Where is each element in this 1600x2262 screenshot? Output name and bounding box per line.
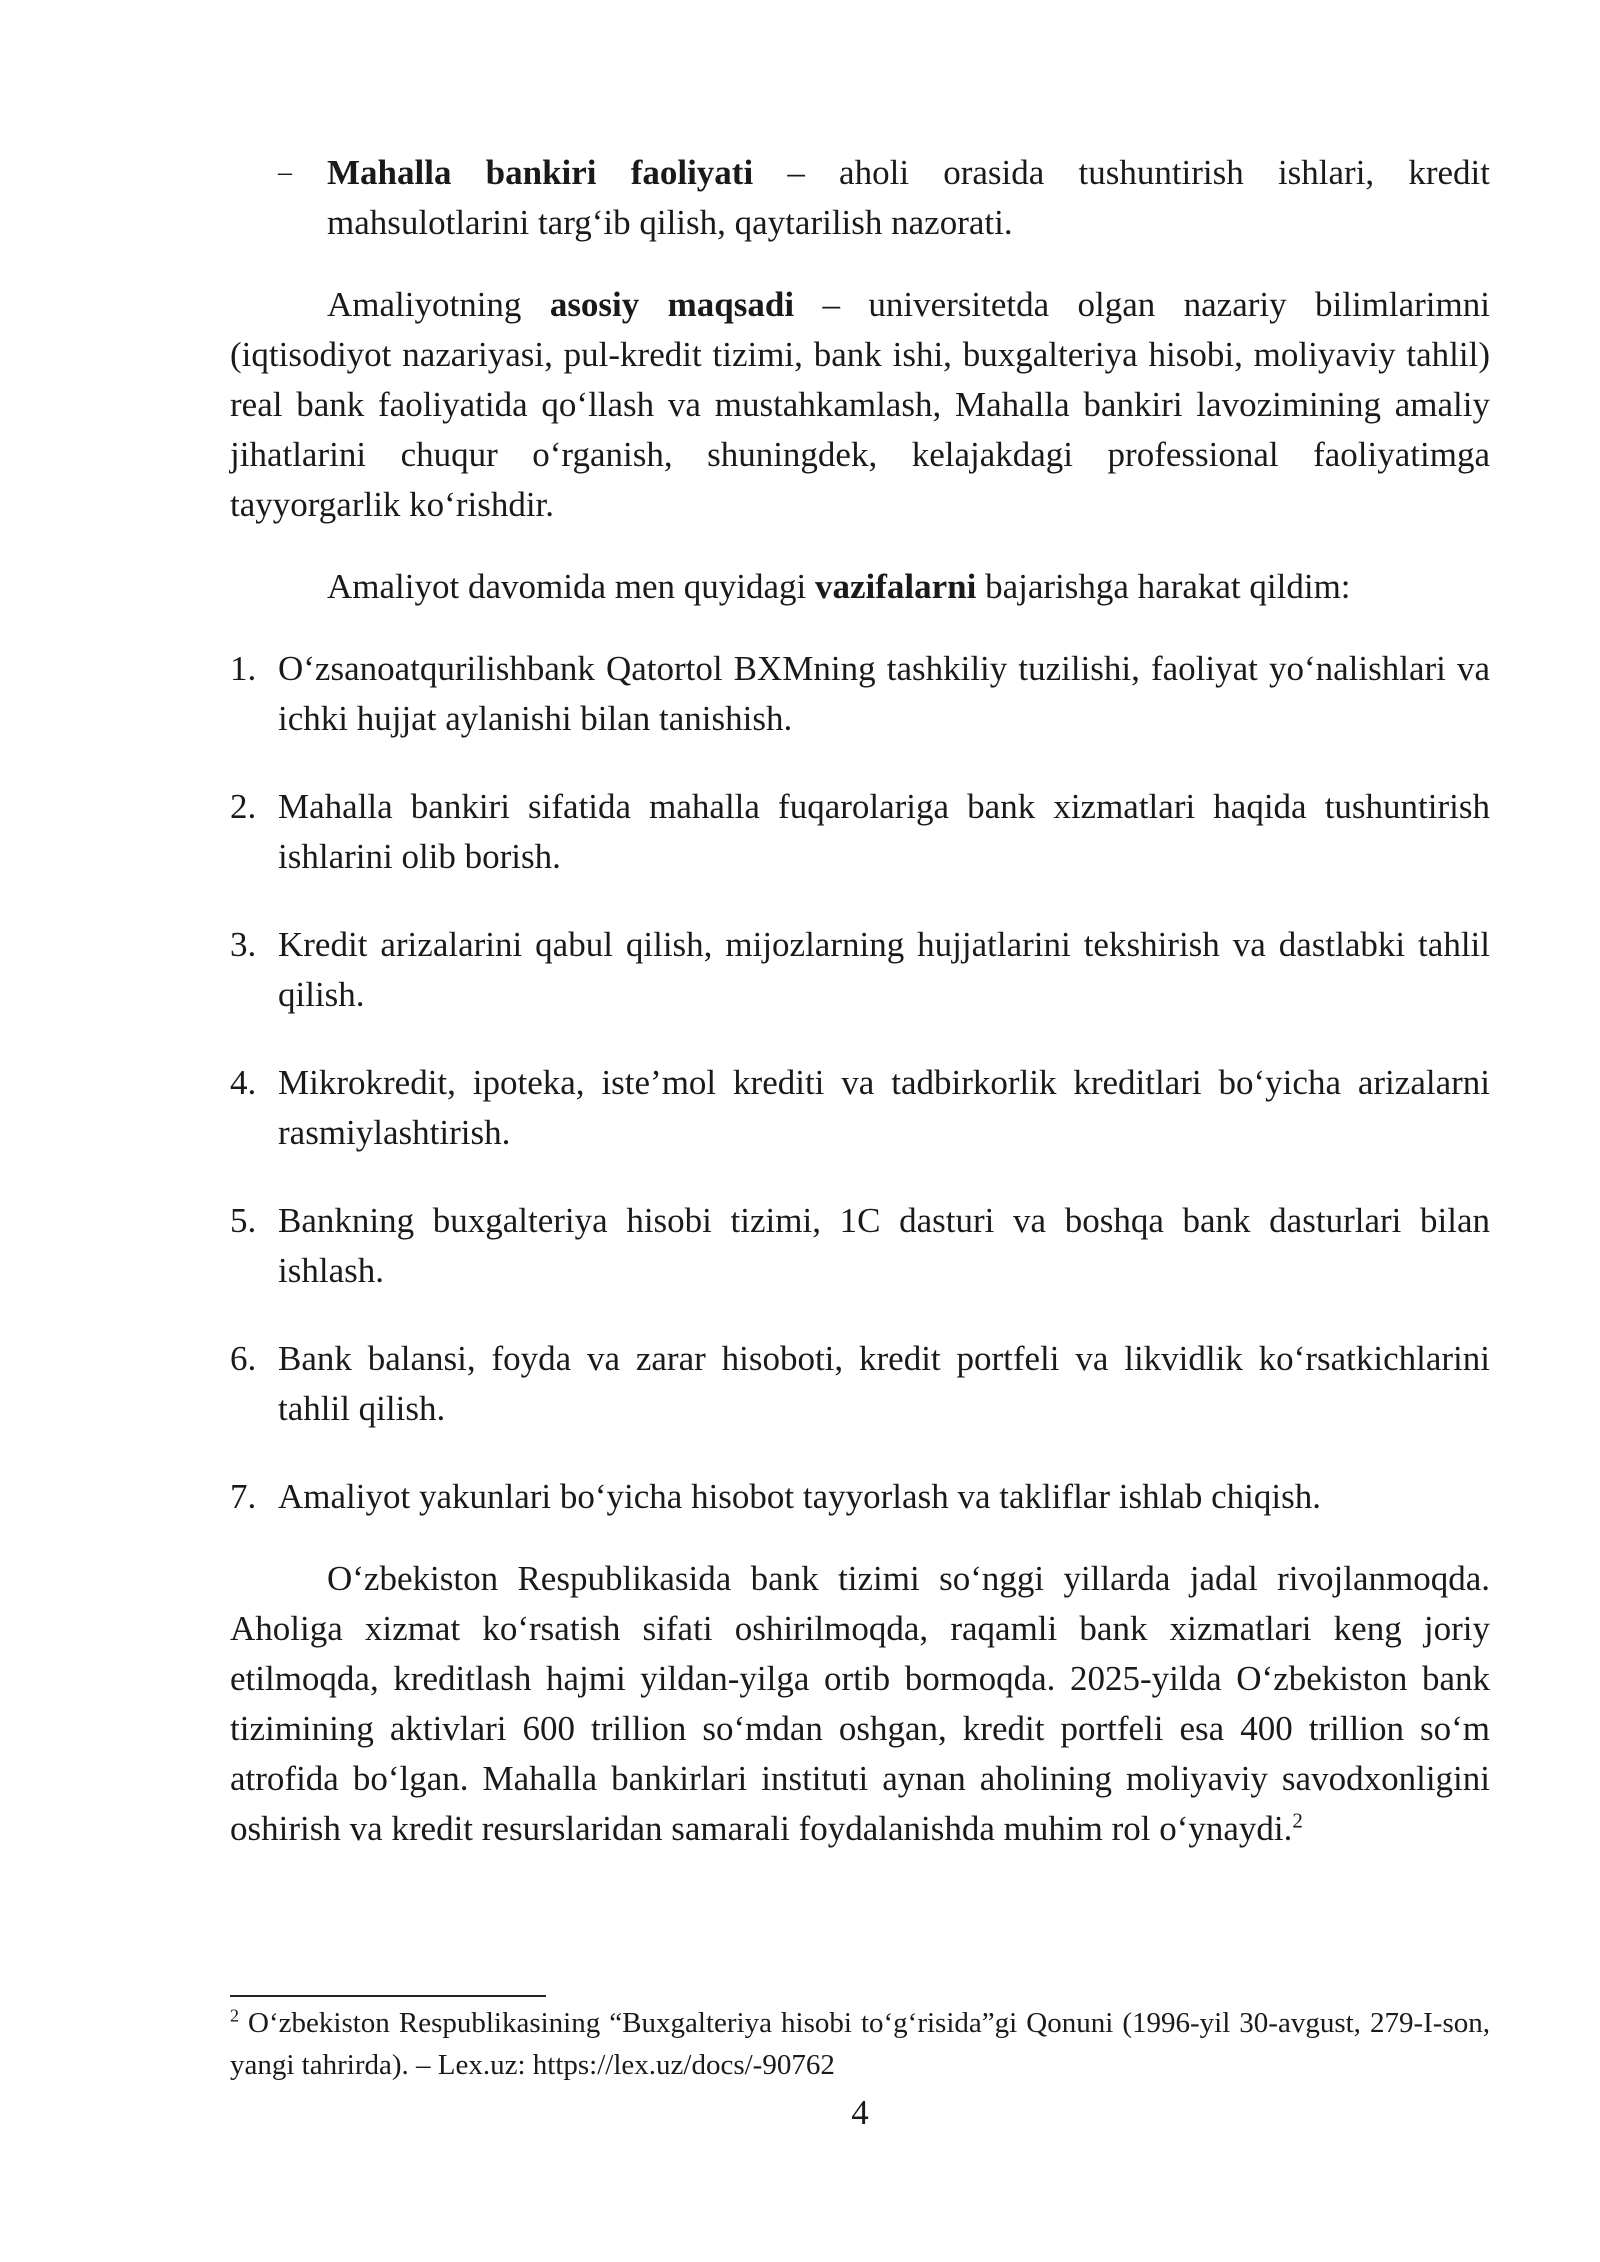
list-item bbox=[230, 782, 1490, 882]
dash-bullet: – bbox=[278, 157, 292, 188]
footnote-reference[interactable]: 2 bbox=[1292, 1808, 1303, 1833]
list-item-number: 5. bbox=[230, 1201, 257, 1240]
list-item-text: Amaliyot yakunlari bo‘yicha hisobot tayyorlash va takliflar ishlab chiqish. bbox=[278, 1477, 1321, 1516]
list-item-number: 3. bbox=[230, 925, 257, 964]
list-item-text: O‘zsanoatqurilishbank Qatortol BXMning tashkiliy tuzilishi, faoliyat yo‘nalishlari va ichki hujjat aylanishi bilan tanishish. bbox=[278, 649, 1490, 738]
tasks-intro bbox=[230, 562, 1490, 612]
list-item-number: 2. bbox=[230, 787, 257, 826]
list-item-number: 6. bbox=[230, 1339, 257, 1378]
tasks-intro-bold: vazifalarni bbox=[814, 567, 977, 606]
footnote-text: O‘zbekiston Respublikasining “Buxgalteriya hisobi to‘g‘risida”gi Qonuni (1996-yil 30-avgust, 279-I-son, yangi tahrirda). – Lex.uz: https://lex.uz/docs/-90762 bbox=[230, 2007, 1490, 2081]
closing-paragraph bbox=[230, 1554, 1490, 1854]
list-item-number: 7. bbox=[230, 1477, 257, 1516]
intro-list-item bbox=[230, 148, 1490, 248]
page-number: 4 bbox=[851, 2093, 869, 2132]
list-item-number: 1. bbox=[230, 649, 257, 688]
list-item bbox=[230, 920, 1490, 1020]
list-item-text: Mikrokredit, ipoteka, iste’mol krediti va tadbirkorlik kreditlari bo‘yicha arizalarni rasmiylashtirish. bbox=[278, 1063, 1490, 1152]
list-item-text: Bankning buxgalteriya hisobi tizimi, 1C dasturi va boshqa bank dasturlari bilan ishlash. bbox=[278, 1201, 1490, 1290]
footnote-marker: 2 bbox=[230, 2005, 239, 2026]
footnote bbox=[230, 2002, 1490, 2086]
tasks-list bbox=[230, 644, 1490, 1522]
footnote-separator bbox=[230, 1995, 546, 1997]
list-item bbox=[230, 1334, 1490, 1434]
goal-bold: asosiy maqsadi bbox=[549, 285, 795, 324]
list-item bbox=[230, 1196, 1490, 1296]
list-item-text: Bank balansi, foyda va zarar hisoboti, kredit portfeli va likvidlik ko‘rsatkichlarini tahlil qilish. bbox=[278, 1339, 1490, 1428]
closing-text: O‘zbekiston Respublikasida bank tizimi so‘nggi yillarda jadal rivojlanmoqda. Aholiga xizmat ko‘rsatish sifati oshirilmoqda, raqamli bank xizmatlari keng joriy etilmoqda, kreditlash hajmi yildan-yilga ortib bormoqda. 2025-yilda O‘zbekiston bank tizimining aktivlari 600 trillion so‘mdan oshgan, kredit portfeli esa 400 trillion so‘m atrofida bo‘lgan. Mahalla bankirlari instituti aynan aholining moliyaviy savodxonligini oshirish va kredit resurslaridan samarali foydalanishda muhim rol o‘ynaydi. bbox=[230, 1559, 1490, 1848]
intro-item-bold: Mahalla bankiri faoliyati bbox=[327, 153, 754, 192]
goal-paragraph bbox=[230, 280, 1490, 530]
list-item-text: Mahalla bankiri sifatida mahalla fuqarolariga bank xizmatlari haqida tushuntirish ishlarini olib borish. bbox=[278, 787, 1490, 876]
body-text bbox=[230, 148, 1490, 1854]
list-item bbox=[230, 644, 1490, 744]
list-item-number: 4. bbox=[230, 1063, 257, 1102]
tasks-intro-after: bajarishga harakat qildim: bbox=[976, 567, 1351, 606]
list-item bbox=[230, 1472, 1490, 1522]
goal-after: – universitetda olgan nazariy bilimlarimni (iqtisodiyot nazariyasi, pul-kredit tizimi, bank ishi, buxgalteriya hisobi, moliyaviy tahlil) real bank faoliyatida qo‘llash va mustahkamlash, Mahalla bankiri lavozimining amaliy jihatlarini chuqur o‘rganish, shuningdek, kelajakdagi professional faoliyatimga tayyorgarlik ko‘rishdir. bbox=[230, 285, 1490, 524]
tasks-intro-before: Amaliyot davomida men quyidagi bbox=[327, 567, 815, 606]
intro-item-text: – aholi orasida tushuntirish ishlari, kredit mahsulotlarini targ‘ib qilish, qaytarilish nazorati. bbox=[327, 153, 1491, 242]
list-item-text: Kredit arizalarini qabul qilish, mijozlarning hujjatlarini tekshirish va dastlabki tahlil qilish. bbox=[278, 925, 1490, 1014]
list-item bbox=[230, 1058, 1490, 1158]
goal-before: Amaliyotning bbox=[327, 285, 550, 324]
